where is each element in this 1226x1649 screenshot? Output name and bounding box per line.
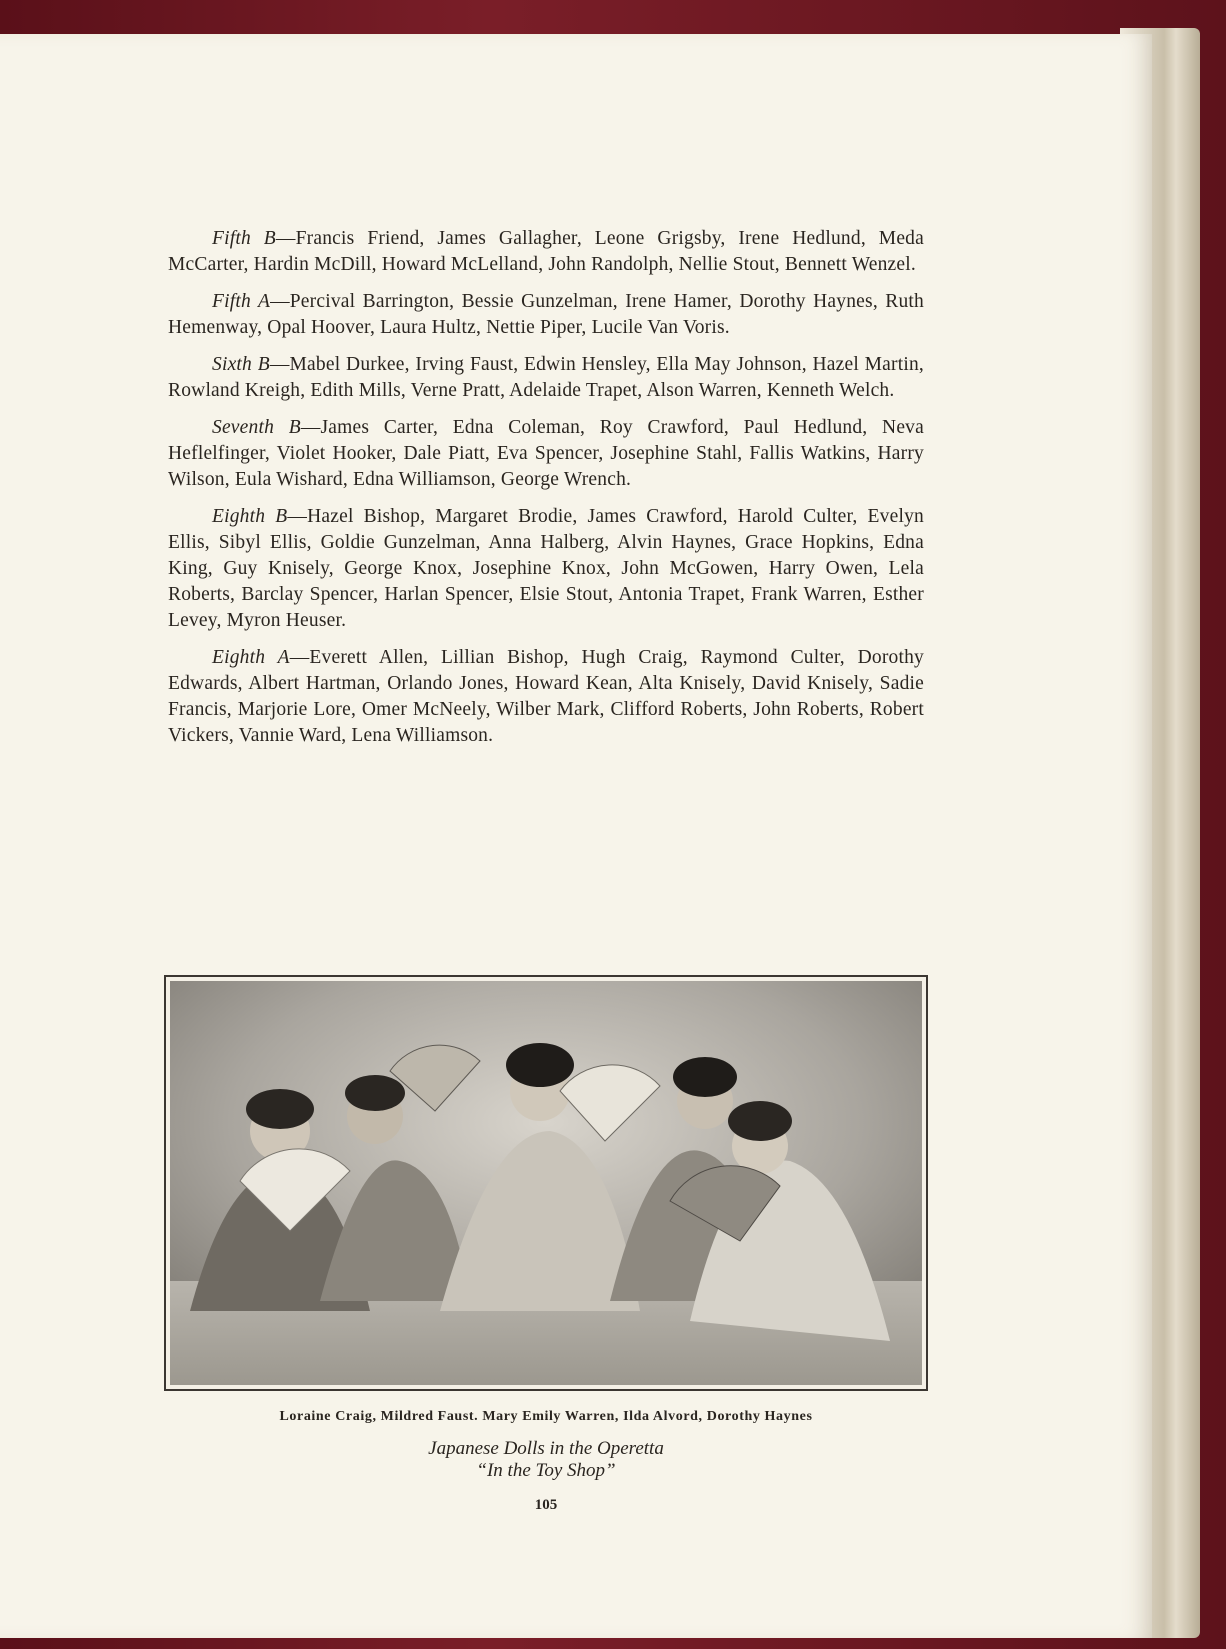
caption-title-line: “In the Toy Shop” [476,1460,616,1481]
group-photo-image [170,981,922,1385]
grade-label: Eighth B [212,506,288,527]
roster-names: —Everett Allen, Lillian Bishop, Hugh Craig, Raymond Culter, Dorothy Edwards, Albert Hartman, Orlando Jones, Howard Kean, Alta Knisely, David Knisely, Sadie Francis, Marjorie Lore, Omer McNeely, Wilber Mark, Clifford Roberts, John Roberts, Robert Vickers, Vannie Ward, Lena Williamson. [168,647,924,746]
roster-paragraph [168,226,924,278]
roster-names: —Percival Barrington, Bessie Gunzelman, Irene Hamer, Dorothy Haynes, Ruth Hemenway, Opal Hoover, Laura Hultz, Nettie Piper, Lucile Van Voris. [168,291,924,338]
grade-label: Eighth A [212,647,290,668]
roster-paragraph [168,504,924,634]
grade-label: Fifth A [212,291,271,312]
roster-paragraph [168,352,924,404]
roster-paragraph [168,645,924,749]
grade-label: Seventh B [212,417,301,438]
class-roster-text [168,226,924,760]
photo-caption-names: Loraine Craig, Mildred Faust. Mary Emily Warren, Ilda Alvord, Dorothy Haynes [279,1409,813,1424]
grade-label: Fifth B [212,228,276,249]
roster-names: —Francis Friend, James Gallagher, Leone Grigsby, Irene Hedlund, Meda McCarter, Hardin McDill, Howard McLelland, John Randolph, Nellie Stout, Bennett Wenzel. [168,228,924,275]
roster-paragraph [168,289,924,341]
photo-caption-title [164,1438,928,1482]
grade-label: Sixth B [212,354,270,375]
group-photo [164,975,928,1391]
roster-names: —Mabel Durkee, Irving Faust, Edwin Hensley, Ella May Johnson, Hazel Martin, Rowland Kreigh, Edith Mills, Verne Pratt, Adelaide Trapet, Alson Warren, Kenneth Welch. [168,354,924,401]
book-page [0,34,1152,1638]
roster-names: —Hazel Bishop, Margaret Brodie, James Crawford, Harold Culter, Evelyn Ellis, Sibyl Ellis, Goldie Gunzelman, Anna Halberg, Alvin Haynes, Grace Hopkins, Edna King, Guy Knisely, George Knox, Josephine Knox, John McGowen, Harry Owen, Lela Roberts, Barclay Spencer, Harlan Spencer, Elsie Stout, Antonia Trapet, Frank Warren, Esther Levey, Myron Heuser. [168,506,924,631]
caption-title-line: Japanese Dolls in the Operetta [428,1438,664,1459]
page-number: 105 [534,1497,558,1513]
roster-names: —James Carter, Edna Coleman, Roy Crawford, Paul Hedlund, Neva Heflelfinger, Violet Hooker, Dale Piatt, Eva Spencer, Josephine Stahl, Fallis Watkins, Harry Wilson, Eula Wishard, Edna Williamson, George Wrench. [168,417,924,490]
roster-paragraph [168,415,924,493]
